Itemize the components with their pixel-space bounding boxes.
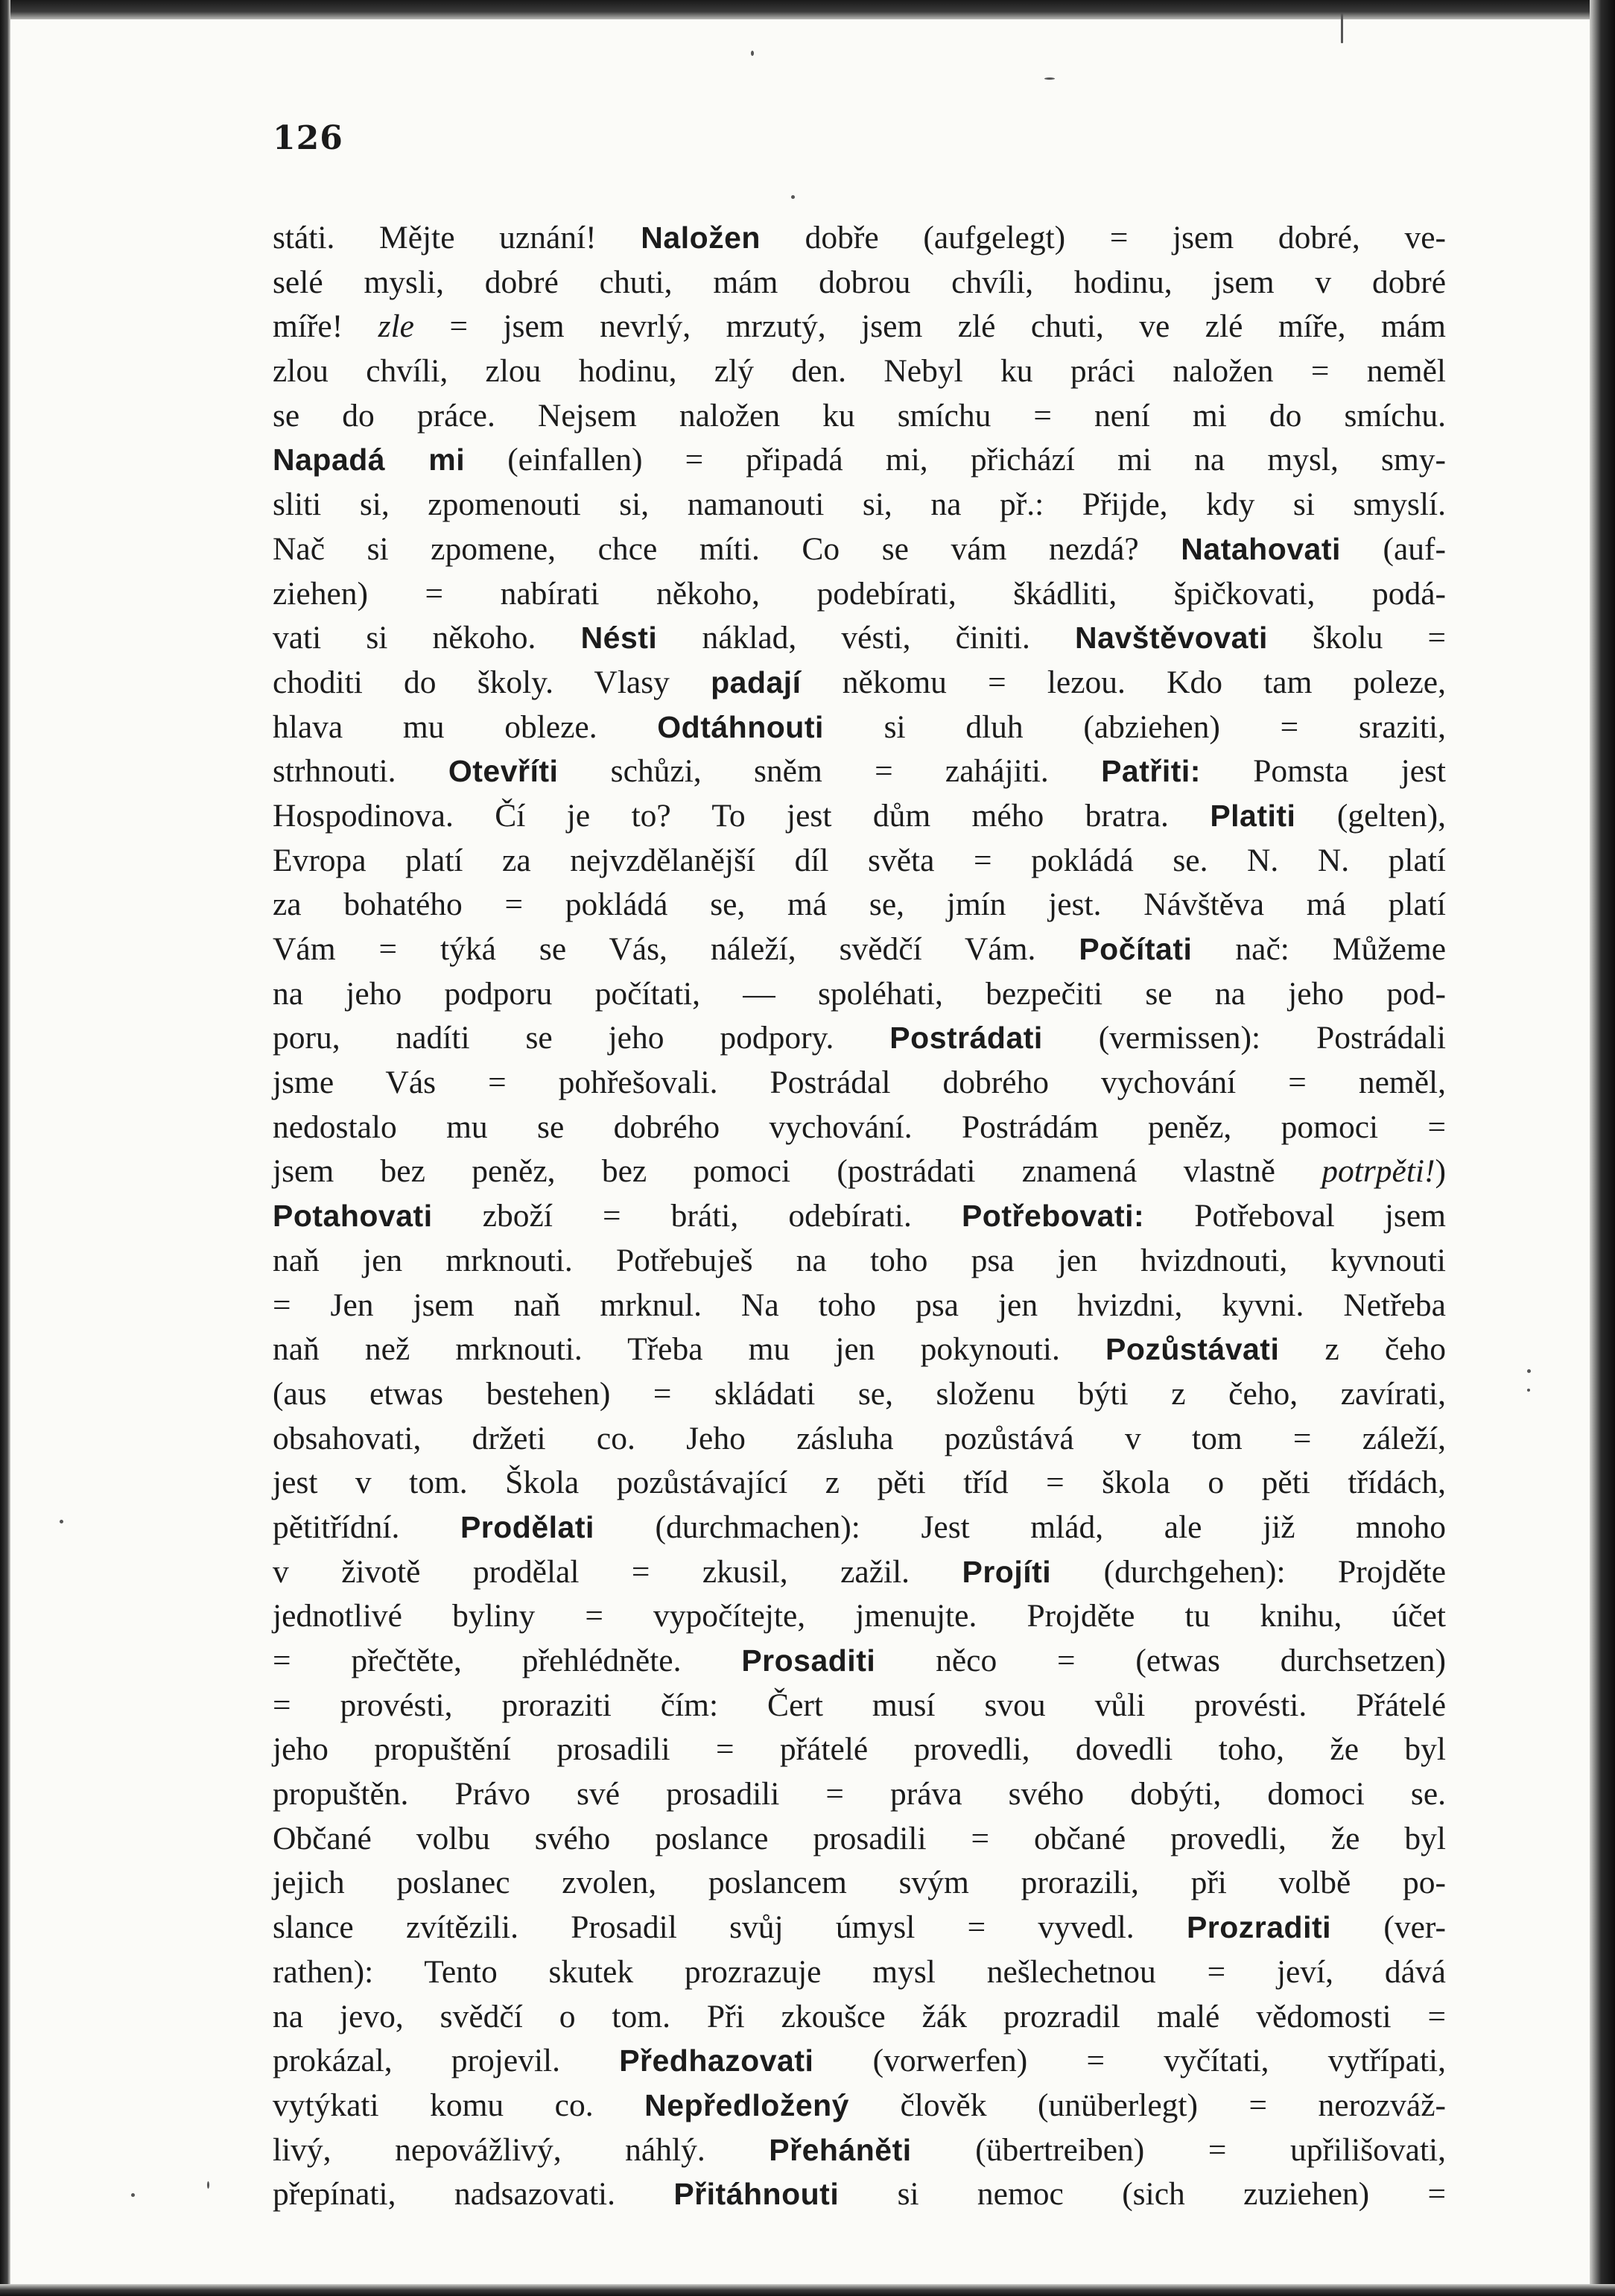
scan-border-bottom [0,2284,1615,2296]
text-run: Nač si zpomene, chce míti. Co se vám nezdá? [273,530,1181,567]
text-run: někomu = lezou. Kdo tam poleze, [801,664,1446,700]
text-line [273,261,1446,305]
text-line [273,483,1446,527]
text-run: (übertreiben) = upřilišovati, [911,2131,1446,2168]
keyword-term: Naložen [641,221,761,255]
scan-border-top [0,0,1615,19]
text-run: v životě prodělal = zkusil, zažil. [273,1553,962,1590]
text-line [273,394,1446,439]
text-run: jeho propuštění prosadili = přátelé provedli, dovedli toho, že byl [273,1731,1446,1768]
text-run: (auf- [1340,530,1446,567]
text-run: míře! [273,308,378,345]
text-run: choditi do školy. Vlasy [273,664,711,700]
text-run: jejich poslanec zvolen, poslancem svým prorazili, při volbě po- [273,1865,1446,1901]
text-run: ziehen) = nabírati někoho, podebírati, škádliti, špičkovati, podá- [273,575,1446,612]
text-line [273,1284,1446,1328]
text-line [273,1728,1446,1772]
text-run: Občané volbu svého poslance prosadili = občané provedli, že byl [273,1820,1446,1856]
keyword-term: Prosaditi [741,1643,876,1678]
scan-speck [1527,1369,1531,1373]
text-line [273,216,1446,261]
text-line [273,1684,1446,1728]
text-line [273,1594,1446,1639]
text-run: jest v tom. Škola pozůstávající z pěti tříd = škola o pěti třídách, [273,1465,1446,1501]
scan-speck [207,2181,209,2189]
text-line [273,794,1446,839]
text-run: livý, nepovážlivý, náhlý. [273,2131,770,2168]
text-line [273,1639,1446,1684]
scan-speck [1044,77,1055,80]
text-run: jednotlivé byliny = vypočítejte, jmenujte. Projděte tu knihu, účet [273,1598,1446,1634]
keyword-term: Počítati [1079,932,1193,966]
text-run: slance zvítězili. Prosadil svůj úmysl = vyvedl. [273,1909,1187,1946]
text-line [273,1106,1446,1150]
keyword-term: Nésti [580,621,658,656]
text-run: vati si někoho. [273,620,581,656]
text-run: nedostalo mu se dobrého vychování. Postrádám peněz, pomoci = [273,1109,1446,1145]
keyword-term: Projíti [962,1554,1052,1589]
text-run: (einfallen) = připadá mi, přichází mi na mysl, smy- [465,442,1447,478]
text-line [273,1861,1446,1906]
keyword-term: Prodělati [460,1509,594,1544]
text-run: naň než mrknouti. Třeba mu jen pokynouti. [273,1331,1105,1368]
text-line [273,1550,1446,1595]
text-run: za bohatého = pokládá se, má se, jmín jest. Návštěva má platí [273,887,1446,923]
keyword-term: Prozraditi [1186,1910,1332,1945]
text-line [273,1417,1446,1462]
text-line [273,839,1446,884]
scan-speck [60,1520,63,1523]
text-line [273,2084,1446,2128]
text-line [273,705,1446,750]
text-run: selé mysli, dobré chuti, mám dobrou chvíli, hodinu, jsem v dobré [273,264,1446,300]
text-line [273,749,1446,794]
text-line [273,1372,1446,1417]
text-line [273,972,1446,1017]
text-run: na jeho podporu počítati, — spoléhati, bezpečiti se na jeho pod- [273,975,1446,1012]
text-run: něco = (etwas durchsetzen) [875,1643,1446,1678]
keyword-term: Odtáhnouti [657,709,824,744]
text-run: sliti si, zpomenouti si, namanouti si, na př.: Přijde, kdy si smyslí. [273,486,1446,523]
keyword-term: Napadá mi [273,443,466,478]
keyword-term: Přeháněti [769,2132,912,2167]
text-line [273,1772,1446,1817]
text-run: dobře (aufgelegt) = jsem dobré, ve- [760,220,1446,256]
text-run: = jsem nevrlý, mrzutý, jsem zlé chuti, ve zlé míře, mám [414,308,1446,345]
text-run: = Jen jsem naň mrknul. Na toho psa jen hvizdni, kyvni. Netřeba [273,1287,1446,1323]
text-run: Potřeboval jsem [1144,1198,1446,1234]
text-run: hlava mu obleze. [273,708,658,745]
text-line [273,349,1446,394]
text-line [273,1817,1446,1862]
text-run: (durchgehen): Projděte [1051,1553,1447,1590]
text-line [273,2128,1446,2173]
keyword-term: Otevříti [448,754,559,789]
scan-speck [791,195,795,199]
text-run: (ver- [1331,1909,1446,1946]
text-line [273,661,1446,705]
keyword-term: Nepředložený [644,2087,849,2122]
scan-speck [1341,13,1343,43]
text-line [273,1906,1446,1950]
text-run: (durchmachen): Jest mlád, ale již mnoho [594,1509,1446,1545]
text-run: (gelten), [1295,797,1446,834]
keyword-term: Platiti [1210,798,1296,833]
text-line [273,2172,1446,2217]
text-run: = přečtěte, přehlédněte. [273,1643,742,1678]
text-line [273,572,1446,617]
text-run: schůzi, sněm = zahájiti. [558,753,1102,790]
scan-speck [751,51,754,56]
text-line [273,527,1446,572]
text-line [273,1194,1446,1239]
text-run: Hospodinova. Čí je to? To jest dům mého bratra. [273,797,1211,834]
text-line [273,1950,1446,1995]
text-line [273,305,1446,349]
text-run: z čeho [1279,1331,1446,1368]
text-run: prokázal, projevil. [273,2043,620,2079]
text-run: (vermissen): Postrádali [1042,1020,1446,1056]
keyword-term: Potahovati [273,1199,433,1234]
text-run: naň jen mrknouti. Potřebuješ na toho psa jen hvizdnouti, kyvnouti [273,1242,1446,1278]
text-run: vytýkati komu co. [273,2087,645,2123]
keyword-term: padají [711,665,802,700]
keyword-term: Potřebovati: [961,1199,1145,1234]
scan-speck [1527,1389,1530,1392]
text-run: pětitřídní. [273,1509,460,1545]
text-run: zlou chvíli, zlou hodinu, zlý den. Nebyl ku práci naložen = neměl [273,353,1446,390]
text-line [273,2039,1446,2084]
body-text [273,216,1446,2217]
keyword-term: Postrádati [889,1021,1043,1056]
scan-border-right [1590,0,1615,2296]
keyword-term: Navštěvovati [1074,621,1268,656]
italic-term: zle [378,308,414,345]
text-run: Vám = týká se Vás, náleží, svědčí Vám. [273,931,1079,967]
text-run: Pomsta jest [1200,753,1447,790]
text-line [273,1149,1446,1194]
scan-speck [131,2193,135,2197]
text-line [273,1061,1446,1106]
text-line [273,1328,1446,1372]
keyword-term: Předhazovati [619,2043,814,2078]
text-line [273,1995,1446,2040]
text-run: (aus etwas bestehen) = skládati se, složenu býti z čeho, zavírati, [273,1375,1446,1412]
text-run: (vorwerfen) = vyčítati, vytřípati, [813,2043,1446,2079]
text-run: nač: Můžeme [1192,931,1447,967]
text-run: člověk (unüberlegt) = nerozváž- [848,2087,1446,2123]
text-run: rathen): Tento skutek prozrazuje mysl nešlechetnou = jeví, dává [273,1953,1446,1990]
keyword-term: Pozůstávati [1105,1332,1280,1367]
text-line [273,1016,1446,1061]
text-run: Evropa platí za nejvzdělanější díl světa = pokládá se. N. N. platí [273,842,1446,878]
text-line [273,616,1446,661]
text-run: = provésti, proraziti čím: Čert musí svou vůli provésti. Přátelé [273,1687,1446,1723]
text-run: se do práce. Nejsem naložen ku smíchu = není mi do smíchu. [273,397,1446,434]
text-line [273,1239,1446,1284]
text-run: strhnouti. [273,753,448,790]
text-run: si dluh (abziehen) = sraziti, [823,708,1446,745]
text-line [273,883,1446,927]
keyword-term: Patřiti: [1101,754,1201,789]
text-run: obsahovati, držeti co. Jeho zásluha pozůstává v tom = záleží, [273,1420,1446,1456]
page-number: 126 [273,119,343,157]
keyword-term: Přitáhnouti [673,2177,840,2212]
text-line [273,1461,1446,1506]
text-run: náklad, vésti, činiti. [657,620,1075,656]
text-run: ) [1435,1153,1446,1190]
scan-border-left [0,0,10,2296]
text-line [273,438,1446,483]
text-run: poru, nadíti se jeho podpory. [273,1020,890,1056]
text-run: propuštěn. Právo své prosadili = práva svého dobýti, domoci se. [273,1776,1446,1813]
text-run: zboží = bráti, odebírati. [432,1198,962,1234]
text-run: na jevo, svědčí o tom. Při zkoušce žák prozradil malé vědomosti = [273,1998,1446,2035]
text-run: jsme Vás = pohřešovali. Postrádal dobrého vychování = neměl, [273,1065,1446,1101]
text-run: přepínati, nadsazovati. [273,2176,674,2213]
text-run: státi. Mějte uznání! [273,220,641,256]
text-run: si nemoc (sich zuziehen) = [839,2176,1447,2213]
text-run: školu = [1267,620,1446,656]
text-line [273,927,1446,972]
keyword-term: Natahovati [1181,531,1341,566]
italic-term: potrpěti! [1321,1153,1435,1190]
text-run: jsem bez peněz, bez pomoci (postrádati znamená vlastně [273,1153,1322,1190]
text-line [273,1506,1446,1550]
